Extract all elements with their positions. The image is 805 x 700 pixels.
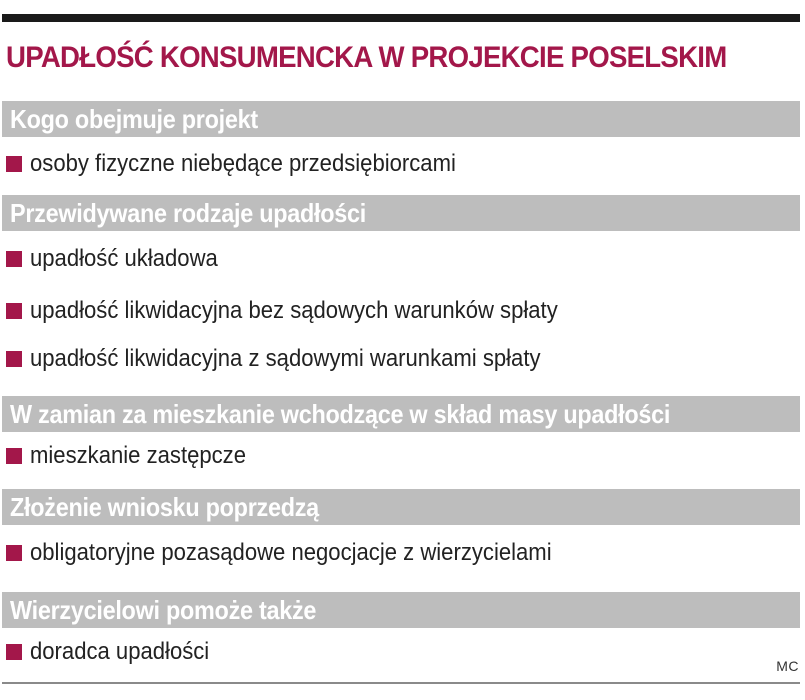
list-item-text: upadłość likwidacyjna z sądowymi warunkami spłaty	[30, 345, 541, 372]
list-item	[2, 231, 800, 287]
list-item	[2, 287, 800, 335]
list-item	[2, 628, 800, 676]
section-header-label: Wierzycielowi pomoże także	[10, 594, 317, 625]
bottom-rule	[2, 682, 800, 684]
top-rule	[2, 14, 800, 22]
section-preconditions	[2, 489, 800, 581]
section-header-label: W zamian za mieszkanie wchodzące w skład masy upadłości	[10, 398, 671, 429]
section-creditor-help	[2, 592, 800, 676]
section-header	[2, 101, 800, 137]
list-item	[2, 525, 800, 581]
source-credit: MC	[776, 658, 799, 674]
square-bullet-icon	[6, 644, 22, 660]
list-item-text: upadłość układowa	[30, 245, 218, 272]
list-item	[2, 335, 800, 383]
section-header	[2, 195, 800, 231]
list-item-text: mieszkanie zastępcze	[30, 442, 246, 469]
list-item-text: obligatoryjne pozasądowe negocjacje z wierzycielami	[30, 539, 552, 566]
square-bullet-icon	[6, 251, 22, 267]
square-bullet-icon	[6, 448, 22, 464]
section-header	[2, 489, 800, 525]
square-bullet-icon	[6, 545, 22, 561]
infographic-title: UPADŁOŚĆ KONSUMENCKA W PROJEKCIE POSELSKIM	[6, 41, 727, 74]
list-item-text: osoby fizyczne niebędące przedsiębiorcami	[30, 150, 456, 177]
list-item-text: doradca upadłości	[30, 638, 210, 665]
section-scope	[2, 101, 800, 191]
section-header	[2, 592, 800, 628]
square-bullet-icon	[6, 303, 22, 319]
square-bullet-icon	[6, 156, 22, 172]
section-header-label: Kogo obejmuje projekt	[10, 103, 258, 134]
square-bullet-icon	[6, 351, 22, 367]
list-item	[2, 432, 800, 480]
section-bankruptcy-types	[2, 195, 800, 383]
section-header-label: Przewidywane rodzaje upadłości	[10, 197, 367, 228]
section-housing	[2, 396, 800, 480]
list-item-text: upadłość likwidacyjna bez sądowych warunków spłaty	[30, 297, 558, 324]
section-header-label: Złożenie wniosku poprzedzą	[10, 491, 319, 522]
list-item	[2, 137, 800, 191]
section-header	[2, 396, 800, 432]
